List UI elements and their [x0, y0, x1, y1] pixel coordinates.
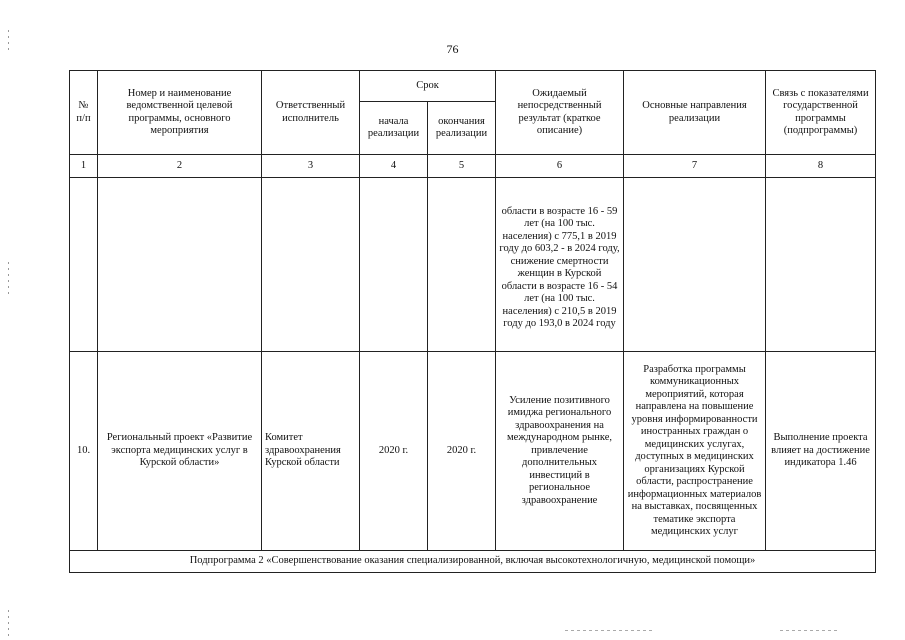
- row-end: 2020 г.: [428, 352, 496, 551]
- header-term: Срок: [360, 71, 496, 102]
- column-number: 2: [98, 155, 262, 178]
- column-number: 1: [70, 155, 98, 178]
- header-executor: Ответственный исполнитель: [262, 71, 360, 155]
- empty-cell: [624, 178, 766, 352]
- empty-cell: [766, 178, 876, 352]
- continuation-row: [70, 178, 876, 352]
- row-start: 2020 г.: [360, 352, 428, 551]
- scan-artifact: [565, 630, 655, 631]
- scan-artifact: [8, 610, 9, 636]
- header-link: Связь с показателями государственной программы (подпрограммы): [766, 71, 876, 155]
- empty-cell: [262, 178, 360, 352]
- column-number: 7: [624, 155, 766, 178]
- header-term-end: окончания реализации: [428, 102, 496, 155]
- page-number: 76: [446, 42, 459, 56]
- row-directions: Разработка программы коммуникационных мероприятий, которая направлена на повышение уровня информированности иностранных граждан о медицинских услугах, доступных в медицинских организациях Курской области, распространение информационных материалов на выставках, посвященных тематике экспорта медицинских услуг: [624, 352, 766, 551]
- scan-artifact: [780, 630, 840, 631]
- row-link: Выполнение проекта влияет на достижение индикатора 1.46: [766, 352, 876, 551]
- row-executor: Комитет здравоохранения Курской области: [262, 352, 360, 551]
- header-term-start: начала реализации: [360, 102, 428, 155]
- empty-cell: [360, 178, 428, 352]
- table-row: [70, 352, 876, 551]
- header-result: Ожидаемый непосредственный результат (краткое описание): [496, 71, 624, 155]
- row-number: 10.: [70, 352, 98, 551]
- empty-cell: [98, 178, 262, 352]
- column-number: 5: [428, 155, 496, 178]
- header-row: [70, 71, 876, 102]
- empty-cell: [70, 178, 98, 352]
- column-number: 3: [262, 155, 360, 178]
- header-num: № п/п: [70, 71, 98, 155]
- column-number: 4: [360, 155, 428, 178]
- program-table: [69, 70, 876, 573]
- header-program: Номер и наименование ведомственной целевой программы, основного мероприятия: [98, 71, 262, 155]
- empty-cell: [428, 178, 496, 352]
- continuation-result: области в возрасте 16 - 59 лет (на 100 тыс. населения) с 775,1 в 2019 году до 603,2 - в 2024 году, снижение смертности женщин в Курской области в возрасте 16 - 54 лет (на 100 тыс. населения) с 210,5 в 2019 году до 193,0 в 2024 году: [496, 178, 624, 352]
- subprogram-title: Подпрограмма 2 «Совершенствование оказания специализированной, включая высокотехнологичную, медицинской помощи»: [70, 551, 876, 573]
- column-number-row: [70, 155, 876, 178]
- row-program: Региональный проект «Развитие экспорта медицинских услуг в Курской области»: [98, 352, 262, 551]
- column-number: 6: [496, 155, 624, 178]
- header-directions: Основные направления реализации: [624, 71, 766, 155]
- subprogram-row: [70, 551, 876, 573]
- scan-artifact: [8, 30, 9, 50]
- column-number: 8: [766, 155, 876, 178]
- scan-artifact: [8, 262, 9, 298]
- row-result: Усиление позитивного имиджа регионального здравоохранения на международном рынке, привлечение дополнительных инвестиций в региональное здравоохранение: [496, 352, 624, 551]
